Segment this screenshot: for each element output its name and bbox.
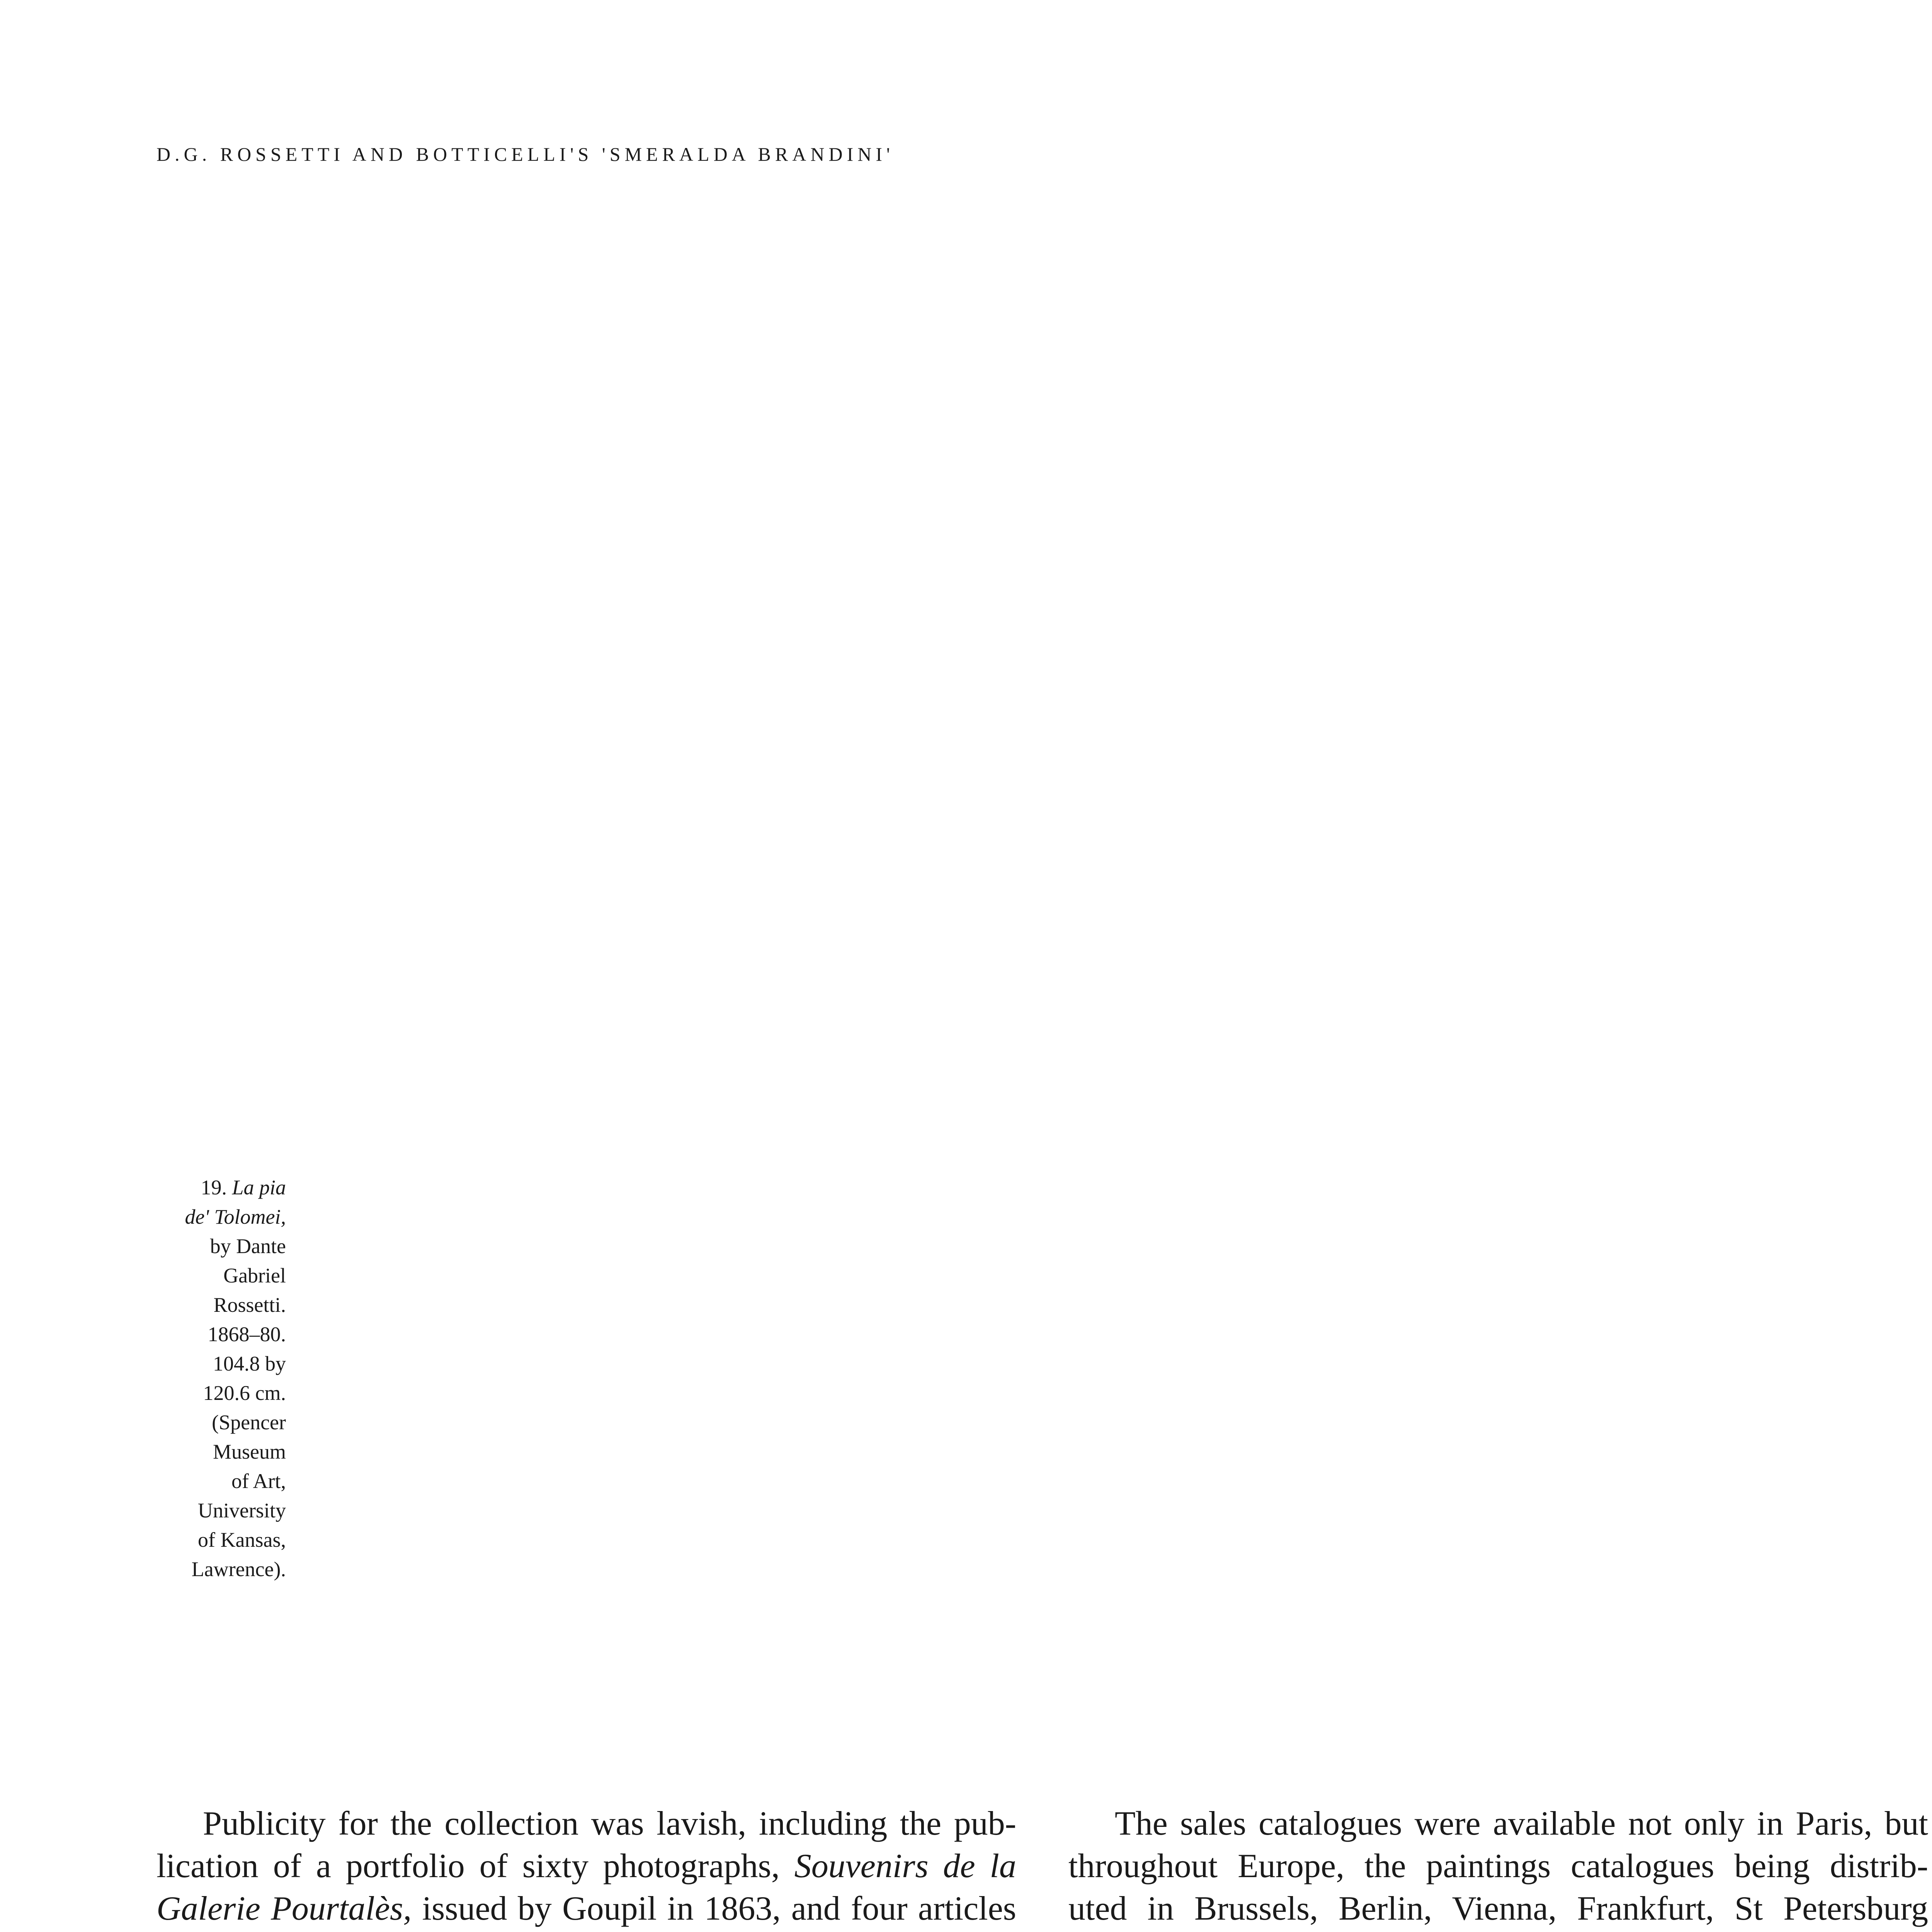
body-line bbox=[1068, 1930, 1928, 1932]
body-line: lication of a portfolio of sixty photographs, Souvenirs de la bbox=[156, 1847, 1016, 1885]
figure-caption bbox=[116, 1173, 286, 1584]
caption-line-4: Gabriel bbox=[223, 1264, 286, 1287]
body-line bbox=[156, 1930, 1016, 1932]
caption-line-13: of Kansas, bbox=[198, 1528, 286, 1551]
running-head: D.G. ROSSETTI AND BOTTICELLI'S 'SMERALDA BRANDINI' bbox=[156, 143, 894, 165]
caption-line-1: 19. La pia bbox=[201, 1176, 286, 1199]
caption-line-6: 1868–80. bbox=[207, 1323, 286, 1346]
body-column-right bbox=[1068, 1803, 1928, 1932]
figure-area bbox=[348, 216, 1932, 1592]
caption-line-14: Lawrence). bbox=[191, 1558, 286, 1581]
caption-line-12: University bbox=[198, 1499, 286, 1522]
caption-line-9: (Spencer bbox=[212, 1411, 286, 1434]
body-line: throughout Europe, the paintings catalogues being distrib- bbox=[1068, 1847, 1928, 1885]
body-line: uted in Brussels, Berlin, Vienna, Frankfurt, St Petersburg bbox=[1068, 1890, 1928, 1927]
caption-line-2: de' Tolomei, bbox=[185, 1205, 286, 1228]
caption-line-7: 104.8 by bbox=[213, 1352, 286, 1375]
body-line: Galerie Pourtalès, issued by Goupil in 1863, and four articles bbox=[156, 1890, 1017, 1927]
body-column-left bbox=[156, 1803, 1016, 1932]
caption-line-3: by Dante bbox=[210, 1235, 286, 1258]
body-line: The sales catalogues were available not only in Paris, but bbox=[1115, 1805, 1928, 1842]
caption-line-8: 120.6 cm. bbox=[203, 1381, 286, 1405]
caption-line-5: Rossetti. bbox=[213, 1293, 286, 1316]
body-line: Publicity for the collection was lavish, including the pub- bbox=[203, 1805, 1016, 1842]
caption-line-11: of Art, bbox=[231, 1469, 286, 1493]
caption-line-10: Museum bbox=[213, 1440, 286, 1463]
